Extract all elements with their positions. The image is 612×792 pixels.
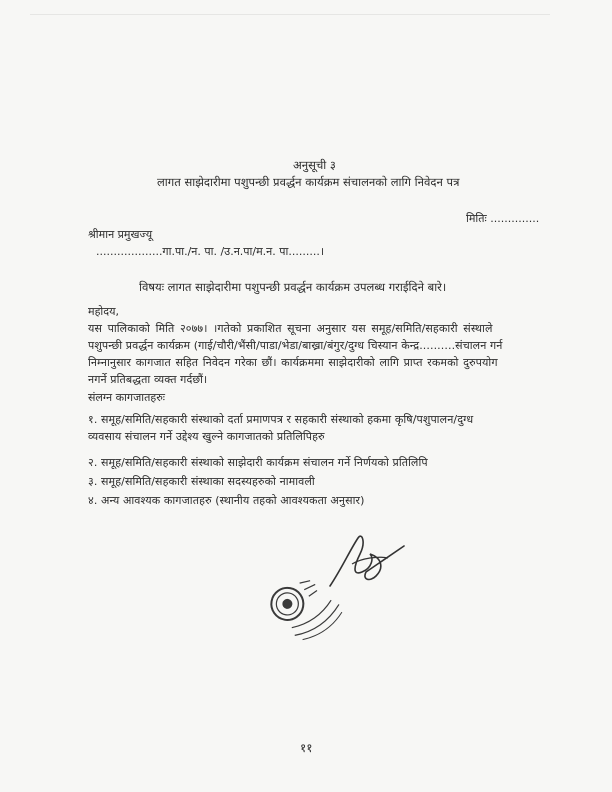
attachment-item: ४. अन्य आवश्यक कागजातहरु (स्थानीय तहको आवश्यकता अनुसार)	[88, 494, 365, 507]
greeting: महोदय,	[88, 305, 119, 318]
body-line: यस पालिकाको मिति २०७७। ।गतेको प्रकाशित सूचना अनुसार यस समूह/समिति/सहकारी संस्थाले	[88, 322, 493, 335]
date-field: मितिः ..............	[466, 212, 540, 225]
body-line: निम्नानुसार कागजात सहित निवेदन गरेका छौं। कार्यक्रममा साझेदारीको लागि प्राप्त रकमको दुरुपयोग	[88, 356, 498, 369]
form-title: लागत साझेदारीमा पशुपन्छी प्रवर्द्धन कार्यक्रम संचालनको लागि निवेदन पत्र	[157, 175, 460, 189]
scan-artifact	[30, 14, 550, 37]
body-line: पशुपन्छी प्रवर्द्धन कार्यक्रम (गाई/चौरी/भैंसी/पाडा/भेडा/बाख्रा/बंगुर/दुग्ध चिस्यान केन्द्र..........संचालन गर्न	[88, 339, 503, 352]
attachments-heading: संलग्न कागजातहरुः	[88, 391, 165, 404]
body-line: नगर्ने प्रतिबद्धता व्यक्त गर्दछौं।	[88, 373, 208, 386]
attachment-item: २. समूह/समिति/सहकारी संस्थाको साझेदारी कार्यक्रम संचालन गर्ने निर्णयको प्रतिलिपि	[88, 456, 428, 469]
schedule-title: अनुसूची ३	[293, 158, 336, 172]
salutation-to: श्रीमान प्रमुखज्यू	[88, 228, 153, 241]
attachment-item: ३. समूह/समिति/सहकारी संस्थाका सदस्यहरुको नामावली	[88, 475, 315, 488]
attachment-item: १. समूह/समिति/सहकारी संस्थाको दर्ता प्रमाणपत्र र सहकारी संस्थाको हकमा कृषि/पशुपालन/दुग्ध	[88, 413, 474, 426]
signature-icon	[322, 528, 412, 598]
attachment-item-continuation: व्यवसाय संचालन गर्ने उद्देश्य खुल्ने कागजातको प्रतिलिपिहरु	[88, 430, 325, 443]
subject-line: विषयः लागत साझेदारीमा पशुपन्छी प्रवर्द्धन कार्यक्रम उपलब्ध गराईदिने बारे।	[139, 280, 447, 294]
page-number: ११	[300, 741, 313, 755]
office-line: ...................गा.पा./न. पा. /उ.न.पा/म.न. पा.........।	[96, 245, 325, 258]
